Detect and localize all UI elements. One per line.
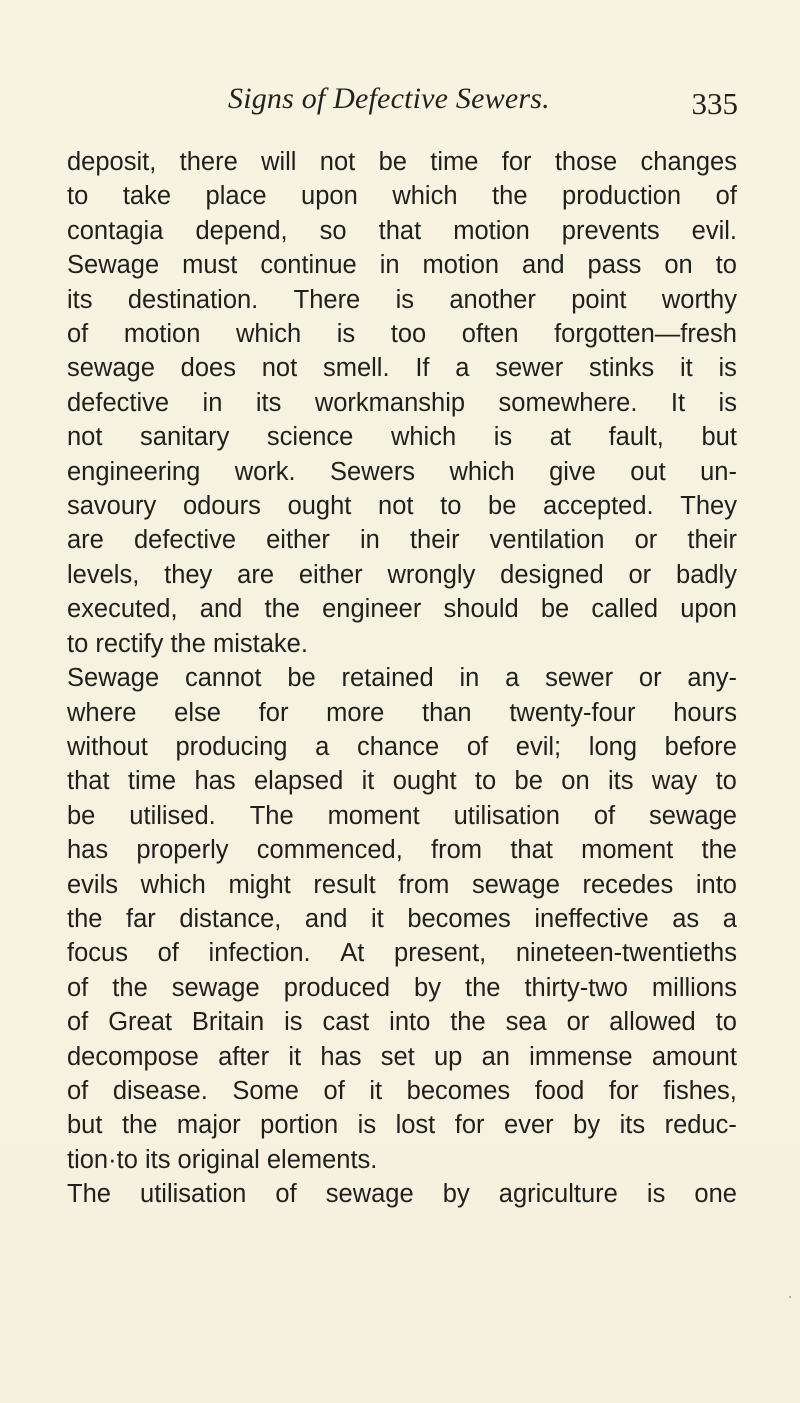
word: to	[440, 492, 462, 521]
word: are	[67, 526, 104, 555]
word: as	[672, 904, 700, 933]
word: disease.	[112, 1076, 208, 1105]
text-line	[67, 523, 737, 557]
word: agriculture	[498, 1180, 618, 1209]
text-line	[67, 592, 737, 626]
word: cannot	[184, 664, 262, 693]
word: to	[715, 1008, 737, 1037]
word: present,	[394, 939, 487, 968]
word: take	[122, 182, 172, 211]
word: un-	[700, 457, 737, 486]
word: fishes,	[663, 1076, 737, 1105]
word: of	[715, 182, 737, 211]
word: engineering	[67, 457, 201, 486]
word: should	[443, 595, 519, 624]
text-line	[67, 661, 737, 695]
word: where	[67, 698, 137, 727]
word: the	[112, 973, 148, 1002]
word: portion	[260, 1111, 339, 1140]
word: there	[179, 148, 238, 176]
page-number: 335	[691, 86, 738, 121]
word: the	[465, 973, 501, 1002]
word: long	[588, 732, 638, 761]
running-head	[228, 82, 738, 132]
word: be	[67, 801, 96, 830]
word: depend,	[195, 216, 288, 245]
word: defective	[67, 388, 170, 417]
text-line	[67, 1108, 737, 1142]
word: will	[261, 148, 297, 176]
word: far	[126, 904, 156, 933]
word: pass	[587, 251, 642, 280]
word: be	[287, 664, 316, 693]
word: Great	[108, 1008, 172, 1037]
word: focus	[67, 939, 128, 968]
word: to	[715, 767, 737, 796]
text-line: tion·to its original elements.	[67, 1145, 378, 1174]
text-line	[67, 764, 737, 798]
word: destination.	[127, 285, 259, 314]
text-line: to rectify the mistake.	[67, 629, 308, 658]
word: any-	[687, 664, 737, 693]
word: a	[505, 664, 520, 693]
word: They	[680, 492, 737, 521]
word: Sewage	[67, 664, 160, 693]
word: in	[379, 251, 400, 280]
word: of	[466, 732, 489, 761]
text-line	[67, 351, 737, 385]
word: immense	[529, 1042, 633, 1071]
word: be	[514, 767, 543, 796]
word: amount	[651, 1042, 737, 1071]
word: it	[679, 354, 693, 383]
text-line	[67, 1074, 737, 1108]
word: is	[718, 388, 737, 417]
word: becomes	[407, 904, 511, 933]
word: without	[67, 732, 148, 761]
word: their	[687, 526, 737, 555]
word: must	[182, 251, 238, 280]
word: millions	[651, 973, 737, 1002]
word: the	[701, 836, 737, 865]
word: somewhere.	[498, 388, 638, 417]
word: out	[630, 457, 666, 486]
word: sewer	[495, 354, 564, 383]
word: a	[315, 732, 330, 761]
word: often	[461, 320, 519, 349]
word: sea	[505, 1008, 547, 1037]
word: the	[264, 595, 300, 624]
word: evils	[67, 870, 119, 899]
word: of	[67, 320, 89, 349]
word: levels,	[67, 560, 140, 589]
word: to	[715, 251, 737, 280]
word: or	[638, 664, 662, 693]
word: for	[608, 1076, 639, 1105]
word: which	[235, 320, 302, 349]
word: not	[319, 148, 356, 176]
word: commenced,	[256, 836, 403, 865]
word: utilisation	[140, 1180, 247, 1209]
word: its	[608, 767, 634, 796]
word: is	[336, 320, 356, 349]
word: the	[450, 1008, 486, 1037]
word: At	[340, 939, 365, 968]
word: Sewers	[330, 457, 416, 486]
word: ventilation	[489, 526, 605, 555]
word: for	[454, 1111, 485, 1140]
word: The	[67, 1180, 111, 1209]
word: defective	[133, 526, 237, 555]
word: they	[164, 560, 213, 589]
word: production	[562, 182, 682, 211]
word: time	[430, 148, 479, 176]
word: place	[205, 182, 267, 211]
word: produced	[283, 973, 391, 1002]
word: of	[157, 939, 179, 968]
word: has	[67, 836, 109, 865]
word: elapsed	[253, 767, 344, 796]
word: utilisation	[453, 801, 560, 830]
word: or	[628, 560, 652, 589]
word: motion	[123, 320, 201, 349]
word: The	[249, 801, 294, 830]
word: so	[319, 216, 347, 245]
word: might	[228, 870, 291, 899]
word: accepted.	[543, 492, 654, 521]
word: is	[718, 354, 737, 383]
word: which	[449, 457, 515, 486]
word: ever	[504, 1111, 554, 1140]
word: on	[664, 251, 693, 280]
word: If	[415, 354, 430, 383]
text-line	[67, 489, 737, 523]
word: called	[591, 595, 659, 624]
word: moment	[581, 836, 674, 865]
word: workmanship	[314, 388, 466, 417]
word: sewage	[325, 1180, 414, 1209]
word: not	[67, 423, 103, 452]
word: in	[360, 526, 380, 555]
word: and	[304, 904, 348, 933]
word: odours	[182, 492, 261, 521]
word: to	[474, 767, 497, 796]
word: sewage	[67, 354, 155, 383]
word: evil.	[691, 216, 737, 245]
word: sewage	[471, 870, 560, 899]
word: distance,	[179, 904, 282, 933]
word: too	[390, 320, 427, 349]
word: the	[67, 904, 103, 933]
word: properly	[136, 836, 229, 865]
word: is	[284, 1008, 303, 1037]
text-line	[67, 936, 737, 970]
word: upon	[680, 595, 737, 624]
word: be	[488, 492, 517, 521]
word: and	[522, 251, 565, 280]
word: twenty-four	[509, 698, 636, 727]
word: executed,	[67, 595, 178, 624]
word: its	[619, 1111, 646, 1140]
word: but	[701, 423, 737, 452]
word: It	[670, 388, 686, 417]
word: stinks	[589, 354, 655, 383]
word: badly	[676, 560, 737, 589]
text-line	[67, 248, 737, 282]
word: cast	[322, 1008, 370, 1037]
word: sanitary	[140, 423, 230, 452]
text-line	[67, 1177, 737, 1211]
word: does	[180, 354, 236, 383]
word: the	[121, 1111, 158, 1140]
text-line	[67, 283, 737, 317]
word: from	[398, 870, 450, 899]
word: is	[646, 1180, 666, 1209]
word: savoury	[67, 492, 157, 521]
word: Sewage	[67, 251, 160, 280]
word: nineteen-twentieths	[515, 939, 737, 968]
word: their	[409, 526, 460, 555]
word: has	[320, 1042, 362, 1071]
word: producing	[175, 732, 288, 761]
word: that	[67, 767, 110, 796]
text-line	[67, 179, 737, 213]
word: science	[266, 423, 354, 452]
word: deposit,	[67, 148, 157, 176]
text-line	[67, 902, 737, 936]
word: into	[389, 1008, 431, 1037]
word: way	[651, 767, 698, 796]
word: either	[298, 560, 363, 589]
word: at	[549, 423, 572, 452]
word: not	[378, 492, 414, 521]
word: than	[421, 698, 472, 727]
word: major	[176, 1111, 241, 1140]
word: motion	[453, 216, 530, 245]
text-line	[67, 214, 737, 248]
word: one	[694, 1180, 737, 1209]
word: is	[395, 285, 415, 314]
word: that	[510, 836, 553, 865]
word: Some	[232, 1076, 299, 1105]
word: be	[378, 148, 407, 176]
word: that	[378, 216, 422, 245]
word: engineer	[322, 595, 422, 624]
word: work.	[234, 457, 296, 486]
word: and	[199, 595, 243, 624]
word: in	[202, 388, 223, 417]
text-line	[67, 317, 737, 351]
word: sewage	[649, 801, 737, 830]
word: food	[534, 1076, 585, 1105]
body-text	[67, 145, 737, 1212]
word: another	[449, 285, 536, 314]
word: hours	[673, 698, 737, 727]
word: point	[571, 285, 627, 314]
word: those	[554, 148, 618, 176]
text-line	[67, 799, 737, 833]
word: allowed	[609, 1008, 696, 1037]
word: of	[275, 1180, 297, 1209]
word: it	[361, 767, 375, 796]
word: which	[392, 182, 458, 211]
word: else	[174, 698, 221, 727]
text-line	[67, 833, 737, 867]
word: be	[540, 595, 570, 624]
word: thirty-two	[524, 973, 628, 1002]
word: is	[357, 1111, 377, 1140]
word: result	[313, 870, 376, 899]
word: either	[266, 526, 330, 555]
word: from	[431, 836, 483, 865]
text-line	[67, 386, 737, 420]
text-line	[67, 420, 737, 454]
word: designed	[500, 560, 604, 589]
word: ought	[392, 767, 457, 796]
word: ought	[287, 492, 352, 521]
text-line	[67, 145, 737, 179]
word: after	[218, 1042, 270, 1071]
text-line	[67, 868, 737, 902]
word: moment	[327, 801, 420, 830]
word: wrongly	[387, 560, 476, 589]
word: an	[481, 1042, 510, 1071]
word: changes	[640, 148, 737, 176]
text-line	[67, 1005, 737, 1039]
word: it	[371, 904, 384, 933]
word: of	[67, 1008, 89, 1037]
word: or	[566, 1008, 590, 1037]
word: before	[664, 732, 737, 761]
word: into	[695, 870, 737, 899]
word: ineffective	[534, 904, 649, 933]
word: fault,	[608, 423, 664, 452]
word: smell.	[322, 354, 390, 383]
word: motion	[422, 251, 500, 280]
word: the	[492, 182, 528, 211]
word: retained	[341, 664, 434, 693]
word: for	[258, 698, 289, 727]
word: upon	[301, 182, 358, 211]
text-line	[67, 1040, 737, 1074]
word: of	[67, 973, 89, 1002]
word: by	[573, 1111, 601, 1140]
word: in	[459, 664, 480, 693]
word: it	[288, 1042, 302, 1071]
text-line	[67, 455, 737, 489]
word: a	[455, 354, 470, 383]
word: which	[140, 870, 206, 899]
word: sewer	[545, 664, 614, 693]
word: it	[369, 1076, 383, 1105]
word: prevents	[561, 216, 660, 245]
word: lost	[395, 1111, 436, 1140]
word: are	[237, 560, 274, 589]
word: more	[326, 698, 385, 727]
word: recedes	[582, 870, 674, 899]
word: by	[442, 1180, 470, 1209]
word: becomes	[406, 1076, 511, 1105]
word: which	[390, 423, 457, 452]
word: its	[255, 388, 282, 417]
word: of	[67, 1076, 89, 1105]
word: There	[293, 285, 361, 314]
word: time	[127, 767, 177, 796]
word: utilised.	[129, 801, 216, 830]
word: but	[67, 1111, 103, 1140]
word: up	[433, 1042, 463, 1071]
paper-speck	[789, 1296, 791, 1298]
word: is	[493, 423, 513, 452]
text-line	[67, 730, 737, 764]
word: a	[722, 904, 737, 933]
word: reduc-	[664, 1111, 737, 1140]
word: or	[634, 526, 658, 555]
text-line	[67, 971, 737, 1005]
chapter-title: Signs of Defective Sewers.	[228, 82, 550, 115]
word: infection.	[208, 939, 311, 968]
text-line	[67, 696, 737, 730]
word: of	[323, 1076, 345, 1105]
word: has	[194, 767, 236, 796]
word: contagia	[67, 216, 164, 245]
word: of	[593, 801, 616, 830]
word: worthy	[661, 285, 737, 314]
word: set	[380, 1042, 415, 1071]
word: by	[414, 973, 441, 1002]
word: decompose	[67, 1042, 199, 1071]
word: continue	[260, 251, 357, 280]
word: Britain	[191, 1008, 265, 1037]
word: evil;	[515, 732, 562, 761]
text-line	[67, 558, 737, 592]
word: for	[501, 148, 532, 176]
word: its	[67, 285, 93, 314]
word: not	[261, 354, 298, 383]
word: on	[561, 767, 590, 796]
word: chance	[356, 732, 440, 761]
word: sewage	[171, 973, 260, 1002]
word: give	[549, 457, 596, 486]
word: to	[67, 182, 89, 211]
word: forgotten—fresh	[554, 320, 737, 349]
